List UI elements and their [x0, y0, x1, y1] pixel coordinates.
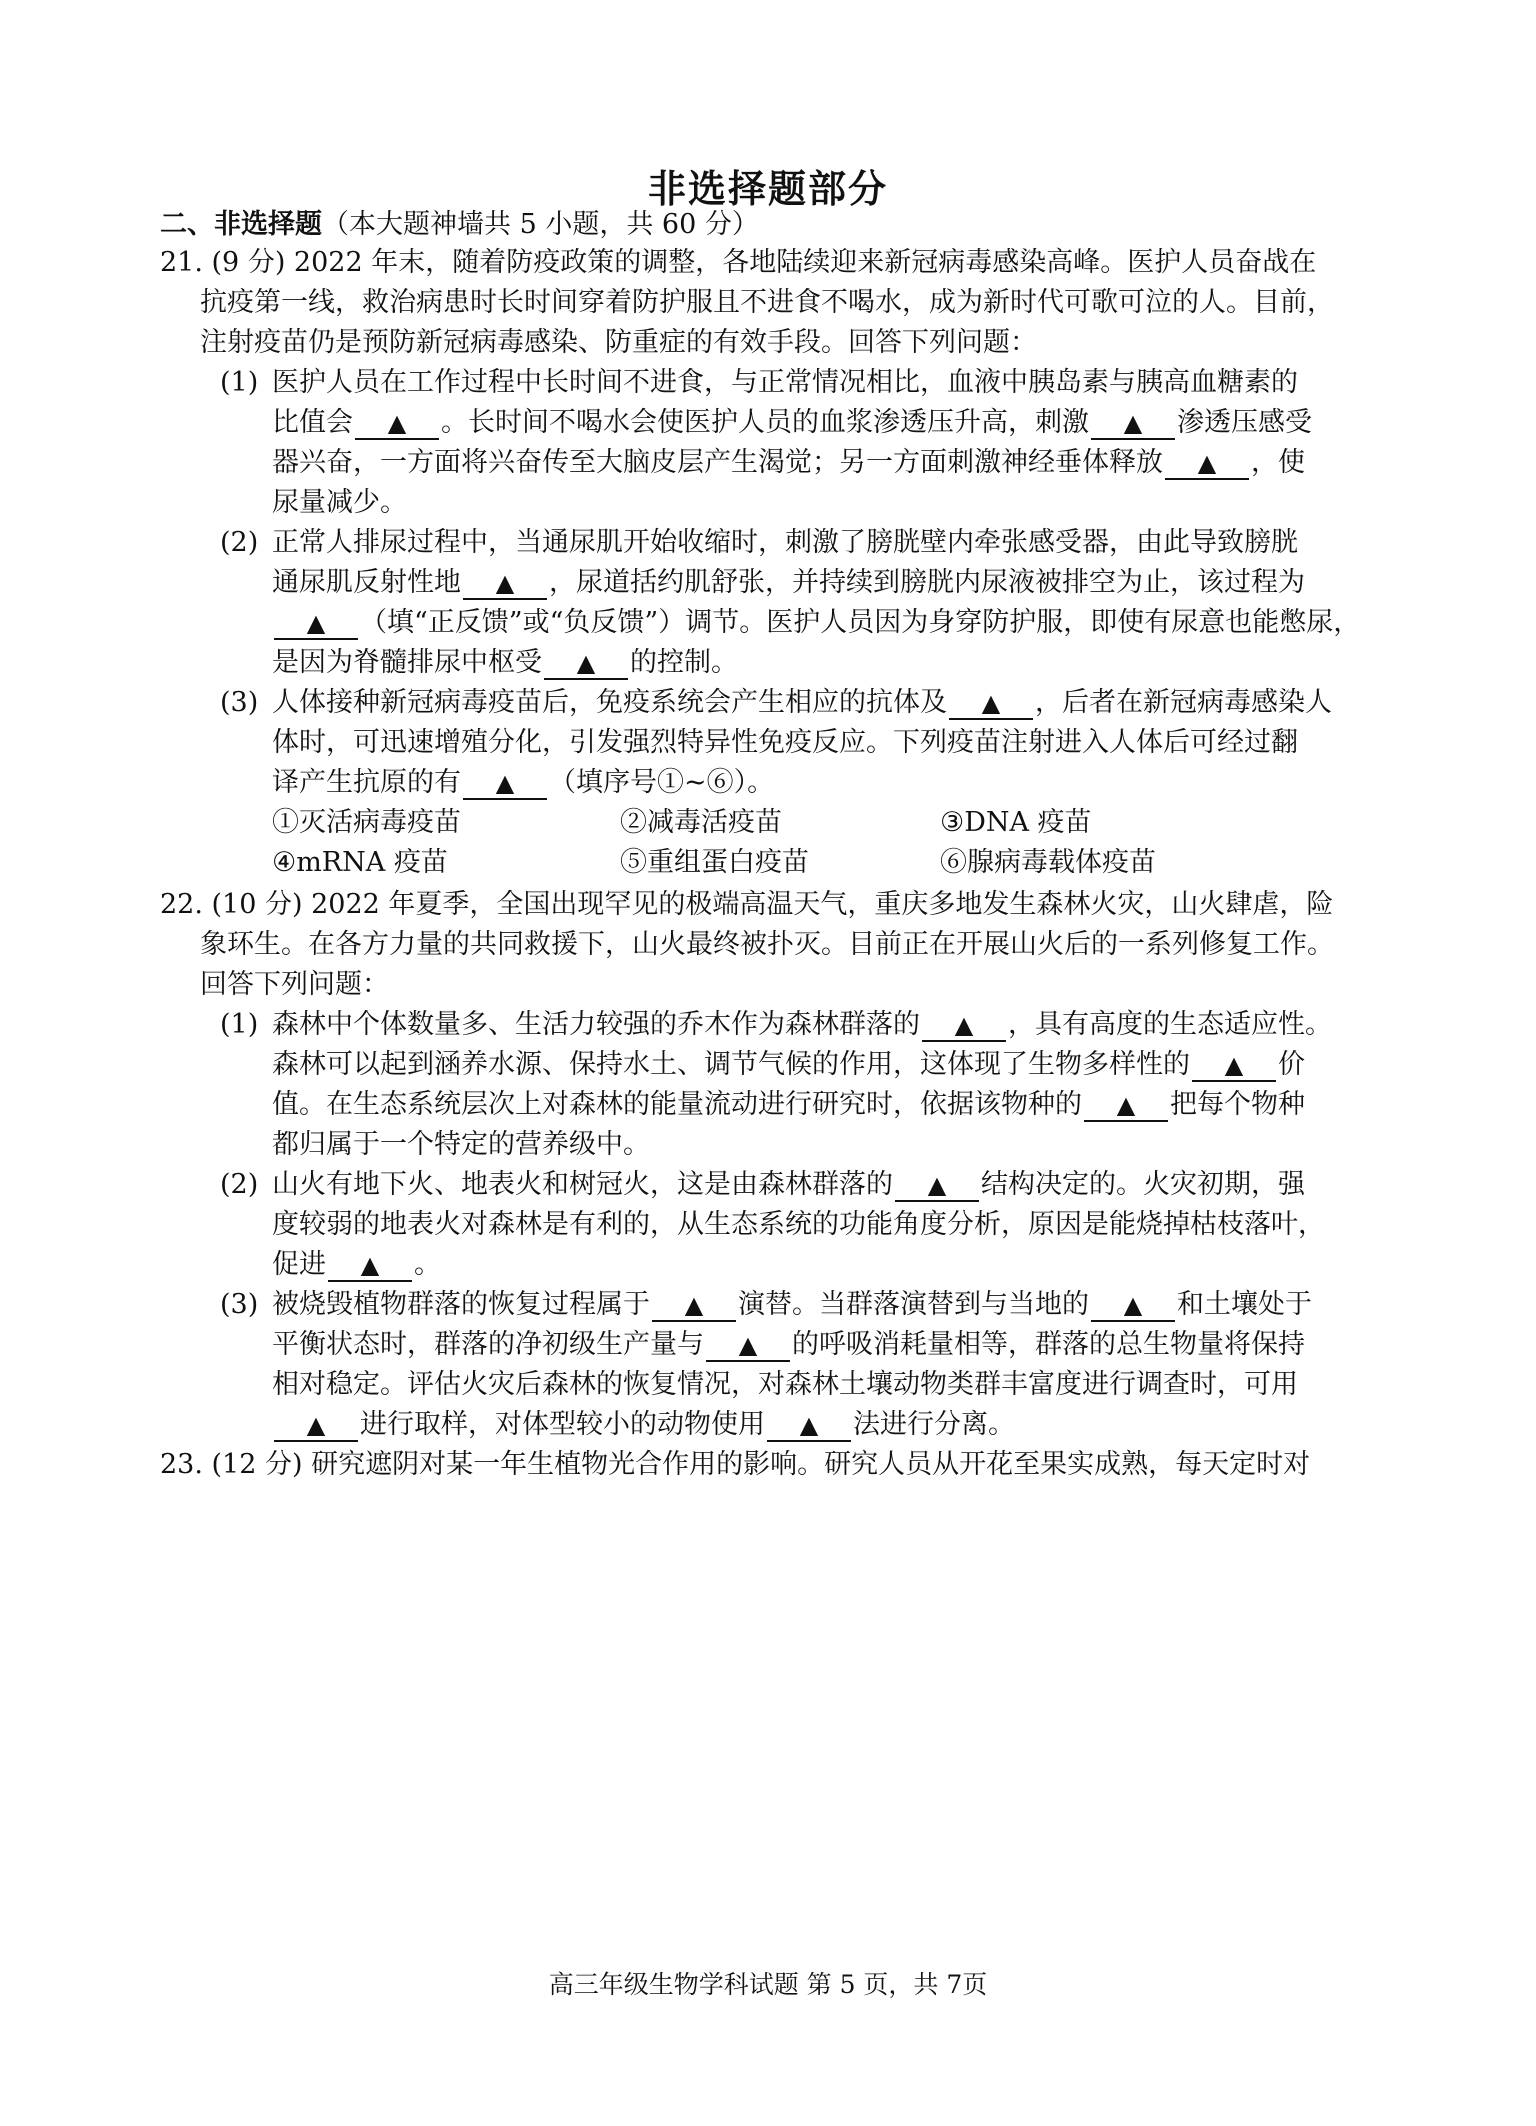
q22-p3-line [272, 1406, 1015, 1444]
answer-blank [1192, 1050, 1276, 1082]
blank-mark: ▲ [1123, 1291, 1143, 1319]
answer-blank [274, 608, 358, 640]
blank-mark: ▲ [927, 1171, 947, 1199]
q21-p2-line [272, 604, 1360, 642]
q21-line: 21. (9 分) 2022 年末，随着防疫政策的调整，各地陆续迎来新冠病毒感染高峰。医护人员奋战在 [160, 247, 1317, 278]
answer-blank [1091, 408, 1175, 440]
blank-mark: ▲ [981, 689, 1001, 717]
text: 。长时间不喝水会使医护人员的血浆渗透压升高，刺激 [441, 407, 1089, 438]
text: ，尿道括约肌舒张，并持续到膀胱内尿液被排空为止，该过程为 [549, 567, 1305, 598]
q22-line: 回答下列问题： [200, 969, 389, 1000]
answer-blank [463, 568, 547, 600]
blank-mark: ▲ [684, 1291, 704, 1319]
text: 法进行分离。 [853, 1409, 1015, 1440]
section-heading-text: 二、非选择题 [160, 209, 322, 240]
blank-mark: ▲ [306, 1411, 326, 1439]
text: 。 [414, 1249, 441, 1280]
option: ⑥腺病毒载体疫苗 [940, 847, 1156, 878]
q21-p1-line [272, 444, 1305, 482]
text: 的控制。 [630, 647, 738, 678]
text: 的呼吸消耗量相等，群落的总生物量将保持 [792, 1329, 1305, 1360]
text: 人体接种新冠病毒疫苗后，免疫系统会产生相应的抗体及 [272, 687, 947, 718]
text: 森林可以起到涵养水源、保持水土、调节气候的作用，这体现了生物多样性的 [272, 1049, 1190, 1080]
q22-p2-line [272, 1246, 441, 1284]
answer-blank [652, 1290, 736, 1322]
section-heading [160, 206, 759, 244]
q22-p3-line [272, 1286, 1312, 1324]
answer-blank [895, 1170, 979, 1202]
q21-p1-number: (1) [220, 367, 259, 398]
text: 进行取样，对体型较小的动物使用 [360, 1409, 765, 1440]
text: ，使 [1251, 447, 1305, 478]
blank-mark: ▲ [360, 1251, 380, 1279]
answer-blank [1091, 1290, 1175, 1322]
text: 山火有地下火、地表火和树冠火，这是由森林群落的 [272, 1169, 893, 1200]
text: （填“正反馈”或“负反馈”）调节。医护人员因为身穿防护服，即使有尿意也能憋尿， [360, 607, 1361, 638]
option: ④mRNA 疫苗 [272, 847, 448, 878]
q21-p3-line: 体时，可迅速增殖分化，引发强烈特异性免疫反应。下列疫苗注射进入人体后可经过翻 [272, 727, 1298, 758]
q22-p1-line [272, 1086, 1305, 1124]
q22-p1-number: (1) [220, 1009, 259, 1040]
section-note: （本大题神墙共 5 小题，共 60 分） [322, 209, 759, 240]
q22-p2-line: 度较弱的地表火对森林是有利的，从生态系统的功能角度分析，原因是能烧掉枯枝落叶， [272, 1209, 1325, 1240]
text: 促进 [272, 1249, 326, 1280]
q22-p1-line [272, 1006, 1332, 1044]
blank-mark: ▲ [306, 609, 326, 637]
text: ，具有高度的生态适应性。 [1008, 1009, 1332, 1040]
q21-p2-line [272, 644, 738, 682]
q22-p3-line [272, 1326, 1305, 1364]
q22-p2-line [272, 1166, 1305, 1204]
answer-blank [706, 1330, 790, 1362]
q21-p2-line [272, 564, 1305, 602]
text: ，后者在新冠病毒感染人 [1035, 687, 1332, 718]
q21-p3-number: (3) [220, 687, 259, 718]
blank-mark: ▲ [1123, 409, 1143, 437]
q21-p1-line: 医护人员在工作过程中长时间不进食，与正常情况相比，血液中胰岛素与胰高血糖素的 [272, 367, 1298, 398]
q21-p1-line [272, 404, 1312, 442]
q22-p3-number: (3) [220, 1289, 259, 1320]
blank-mark: ▲ [495, 569, 515, 597]
text: 和土壤处于 [1177, 1289, 1312, 1320]
text: 结构决定的。火灾初期，强 [981, 1169, 1305, 1200]
q22-p2-number: (2) [220, 1169, 259, 1200]
blank-mark: ▲ [799, 1411, 819, 1439]
page-title: 非选择题部分 [647, 167, 888, 211]
option: ⑤重组蛋白疫苗 [620, 847, 809, 878]
option: ②减毒活疫苗 [620, 807, 782, 838]
answer-blank [922, 1010, 1006, 1042]
text: 平衡状态时，群落的净初级生产量与 [272, 1329, 704, 1360]
text: 渗透压感受 [1177, 407, 1312, 438]
page-footer: 高三年级生物学科试题 第 5 页，共 7页 [548, 1970, 988, 1999]
text: 森林中个体数量多、生活力较强的乔木作为森林群落的 [272, 1009, 920, 1040]
answer-blank [463, 768, 547, 800]
blank-mark: ▲ [954, 1011, 974, 1039]
q22-p1-line [272, 1046, 1305, 1084]
answer-blank [1084, 1090, 1168, 1122]
q22-line: 象环生。在各方力量的共同救援下，山火最终被扑灭。目前正在开展山火后的一系列修复工作。 [200, 929, 1334, 960]
q21-p3-line [272, 764, 774, 802]
text: 值。在生态系统层次上对森林的能量流动进行研究时，依据该物种的 [272, 1089, 1082, 1120]
answer-blank [544, 648, 628, 680]
q21-line: 抗疫第一线，救治病患时长时间穿着防护服且不进食不喝水，成为新时代可歌可泣的人。目前， [200, 287, 1334, 318]
blank-mark: ▲ [1116, 1091, 1136, 1119]
text: 是因为脊髓排尿中枢受 [272, 647, 542, 678]
text: 器兴奋，一方面将兴奋传至大脑皮层产生渴觉；另一方面刺激神经垂体释放 [272, 447, 1163, 478]
text: 把每个物种 [1170, 1089, 1305, 1120]
q21-p2-number: (2) [220, 527, 259, 558]
q22-p3-line: 相对稳定。评估火灾后森林的恢复情况，对森林土壤动物类群丰富度进行调查时，可用 [272, 1369, 1298, 1400]
q22-line: 22. (10 分) 2022 年夏季，全国出现罕见的极端高温天气，重庆多地发生森林火灾，山火肆虐，险 [160, 889, 1334, 920]
blank-mark: ▲ [738, 1331, 758, 1359]
q21-p1-line: 尿量减少。 [272, 487, 407, 518]
text: （填序号①~⑥）。 [549, 767, 775, 798]
q21-p3-line [272, 684, 1332, 722]
answer-blank [949, 688, 1033, 720]
q21-line: 注射疫苗仍是预防新冠病毒感染、防重症的有效手段。回答下列问题： [200, 327, 1037, 358]
text: 通尿肌反射性地 [272, 567, 461, 598]
blank-mark: ▲ [1224, 1051, 1244, 1079]
blank-mark: ▲ [495, 769, 515, 797]
text: 译产生抗原的有 [272, 767, 461, 798]
blank-mark: ▲ [387, 409, 407, 437]
option: ①灭活病毒疫苗 [272, 807, 461, 838]
option: ③DNA 疫苗 [940, 807, 1092, 838]
blank-mark: ▲ [1197, 449, 1217, 477]
answer-blank [767, 1410, 851, 1442]
text: 价 [1278, 1049, 1305, 1080]
blank-mark: ▲ [576, 649, 596, 677]
q23-line: 23. (12 分) 研究遮阴对某一年生植物光合作用的影响。研究人员从开花至果实成熟，每天定时对 [160, 1449, 1311, 1480]
text: 比值会 [272, 407, 353, 438]
q21-p2-line: 正常人排尿过程中，当通尿肌开始收缩时，刺激了膀胱壁内牵张感受器，由此导致膀胱 [272, 527, 1298, 558]
answer-blank [328, 1250, 412, 1282]
answer-blank [355, 408, 439, 440]
answer-blank [274, 1410, 358, 1442]
text: 被烧毁植物群落的恢复过程属于 [272, 1289, 650, 1320]
q22-p1-line: 都归属于一个特定的营养级中。 [272, 1129, 650, 1160]
answer-blank [1165, 448, 1249, 480]
text: 演替。当群落演替到与当地的 [738, 1289, 1089, 1320]
